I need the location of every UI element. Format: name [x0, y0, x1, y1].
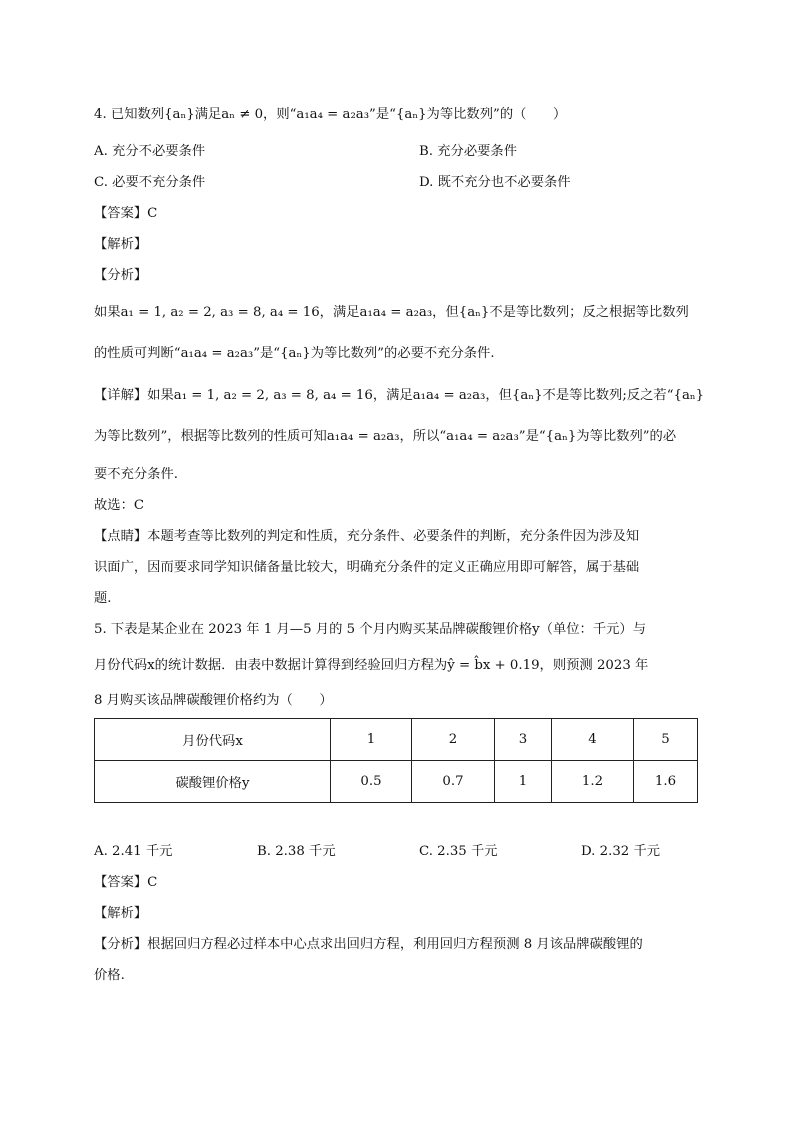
table-cell: 2 [412, 719, 495, 761]
table-cell: 3 [495, 719, 552, 761]
q5-option-d: D. 2.32 千元 [581, 844, 661, 859]
q5-stem-line-1: 5. 下表是某企业在 2023 年 1 月—5 月的 5 个月内购买某品牌碳酸锂价格y（单位：千元）与 [94, 622, 647, 637]
q4-fenxi-line-2: 的性质可判断“a₁a₄ = a₂a₃”是“{aₙ}为等比数列”的必要不充分条件. [94, 346, 495, 361]
table-cell: 5 [634, 719, 698, 761]
q5-fenxi-line-1: 【分析】根据回归方程必过样本中心点求出回归方程，利用回归方程预测 8 月该品牌碳酸锂的 [94, 937, 643, 952]
table-cell: 1 [495, 761, 552, 803]
table-cell: 0.5 [331, 761, 412, 803]
q4-option-c: C. 必要不充分条件 [94, 175, 206, 190]
row-label-price: 碳酸锂价格y [95, 761, 331, 803]
q4-option-b: B. 充分必要条件 [419, 144, 518, 159]
q4-stem: 4. 已知数列{aₙ}满足aₙ ≠ 0，则“a₁a₄ = a₂a₃”是“{aₙ}为等比数列”的（ ） [94, 107, 567, 122]
q4-answer: 【答案】C [94, 206, 158, 221]
q5-stem-line-2: 月份代码x的统计数据．由表中数据计算得到经验回归方程为ŷ = b̂x + 0.19，则预测 2023 年 [94, 658, 649, 673]
q5-option-b: B. 2.38 千元 [257, 844, 336, 859]
table-row [95, 761, 698, 803]
q5-stem-line-3: 8 月购买该品牌碳酸锂价格约为（ ） [94, 693, 333, 708]
q4-fenxi-heading: 【分析】 [94, 268, 148, 283]
q4-detail-line-3: 要不充分条件. [94, 467, 179, 482]
row-label-month-code: 月份代码x [95, 719, 331, 761]
q5-option-c: C. 2.35 千元 [419, 844, 498, 859]
q4-dianjing-line-3: 题. [94, 591, 112, 606]
q4-analysis-heading: 【解析】 [94, 237, 148, 252]
q4-detail-line-1: 【详解】如果a₁ = 1, a₂ = 2, a₃ = 8, a₄ = 16，满足a₁a₄ = a₂a₃，但{aₙ}不是等比数列;反之若“{aₙ} [94, 388, 705, 403]
q4-option-d: D. 既不充分也不必要条件 [419, 175, 571, 190]
table-cell: 1.2 [552, 761, 634, 803]
q4-option-a: A. 充分不必要条件 [94, 144, 206, 159]
q5-analysis-heading: 【解析】 [94, 906, 148, 921]
table-cell: 1 [331, 719, 412, 761]
q4-detail-line-2: 为等比数列”，根据等比数列的性质可知a₁a₄ = a₂a₃，所以“a₁a₄ = a₂a₃”是“{aₙ}为等比数列”的必 [94, 429, 677, 444]
q4-choice: 故选：C [94, 498, 145, 513]
table-row [95, 719, 698, 761]
q4-dianjing-line-2: 识面广，因而要求同学知识储备量比较大，明确充分条件的定义正确应用即可解答，属于基础 [94, 560, 640, 575]
table-cell: 0.7 [412, 761, 495, 803]
q5-answer: 【答案】C [94, 875, 158, 890]
table-cell: 4 [552, 719, 634, 761]
q5-data-table [94, 718, 698, 803]
q5-fenxi-line-2: 价格. [94, 968, 125, 983]
table-cell: 1.6 [634, 761, 698, 803]
q5-option-a: A. 2.41 千元 [94, 844, 173, 859]
q4-fenxi-line-1: 如果a₁ = 1, a₂ = 2, a₃ = 8, a₄ = 16，满足a₁a₄ = a₂a₃，但{aₙ}不是等比数列；反之根据等比数列 [94, 305, 689, 320]
q4-dianjing-line-1: 【点睛】本题考查等比数列的判定和性质，充分条件、必要条件的判断，充分条件因为涉及知 [94, 529, 640, 544]
